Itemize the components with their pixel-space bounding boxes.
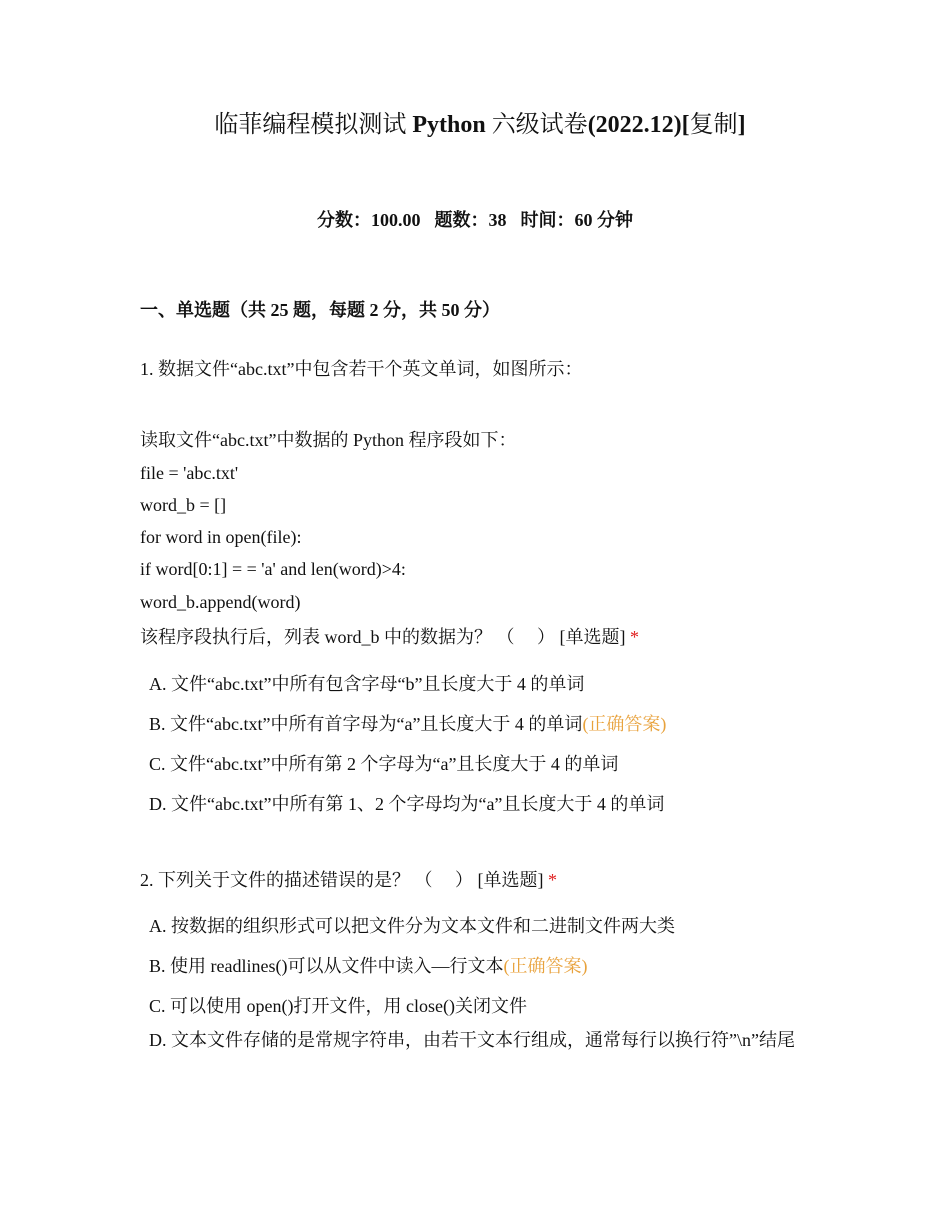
correct-answer-tag: (正确答案) [582, 714, 667, 734]
q1-prompt: 1. 数据文件“abc.txt”中包含若干个英文单词，如图所示： [140, 359, 583, 379]
q1-code-line: if word[0:1] = = 'a' and len(word)>4: [140, 559, 406, 579]
q1-question-text: 该程序段执行后，列表 word_b 中的数据为？ （ ） [单选题] [140, 627, 626, 647]
score-label: 分数：100.00 [317, 210, 421, 230]
q2-option-b[interactable] [149, 953, 587, 979]
option-text: A. 按数据的组织形式可以把文件分为文本文件和二进制文件两大类 [149, 916, 675, 936]
title-close-bracket: ] [737, 112, 746, 138]
q1-option-c[interactable] [149, 751, 618, 777]
option-text: D. 文本文件存储的是常规字符串，由若干文本行组成，通常每行以换行符”\n”结尾 [149, 1030, 795, 1050]
title-prefix: 临菲编程模拟测试 [214, 112, 407, 138]
option-text: B. 文件“abc.txt”中所有首字母为“a”且长度大于 4 的单词 [149, 714, 583, 734]
q1-question [140, 624, 639, 650]
option-text: D. 文件“abc.txt”中所有第 1、2 个字母均为“a”且长度大于 4 的单词 [149, 794, 665, 814]
title-python: Python [412, 112, 486, 138]
time-label: 时间：60 分钟 [520, 210, 633, 230]
title-date: (2022.12)[ [587, 112, 690, 138]
q1-code-line: word_b.append(word) [140, 592, 301, 612]
q2-question-text: 2. 下列关于文件的描述错误的是？ （ ） [单选题] [140, 870, 544, 890]
q2-option-d[interactable] [149, 1027, 809, 1053]
title-middle: 六级试卷 [491, 112, 588, 138]
correct-answer-tag: (正确答案) [503, 956, 588, 976]
copy-link[interactable]: 复制 [689, 112, 738, 138]
q1-intro: 读取文件“abc.txt”中数据的 Python 程序段如下： [140, 430, 517, 450]
q1-code-line: word_b = [] [140, 495, 227, 515]
q2-question [140, 867, 557, 893]
exam-meta [0, 207, 950, 233]
q2-option-a[interactable] [149, 913, 675, 939]
option-text: B. 使用 readlines()可以从文件中读入—行文本 [149, 956, 504, 976]
section-heading: 一、单选题（共 25 题，每题 2 分，共 50 分） [140, 300, 500, 320]
required-mark: * [629, 627, 639, 647]
option-text: C. 可以使用 open()打开文件，用 close()关闭文件 [149, 996, 527, 1016]
q1-option-d[interactable] [149, 791, 664, 817]
required-mark: * [548, 870, 557, 890]
q1-option-b[interactable] [149, 711, 666, 737]
q1-code-line: file = 'abc.txt' [140, 463, 239, 483]
option-text: A. 文件“abc.txt”中所有包含字母“b”且长度大于 4 的单词 [149, 674, 585, 694]
q1-option-a[interactable] [149, 671, 584, 697]
page-title [0, 108, 950, 142]
q1-code-line: for word in open(file): [140, 527, 302, 547]
question-count-label: 题数：38 [434, 210, 507, 230]
option-text: C. 文件“abc.txt”中所有第 2 个字母为“a”且长度大于 4 的单词 [149, 754, 619, 774]
q2-option-c[interactable] [149, 993, 527, 1019]
